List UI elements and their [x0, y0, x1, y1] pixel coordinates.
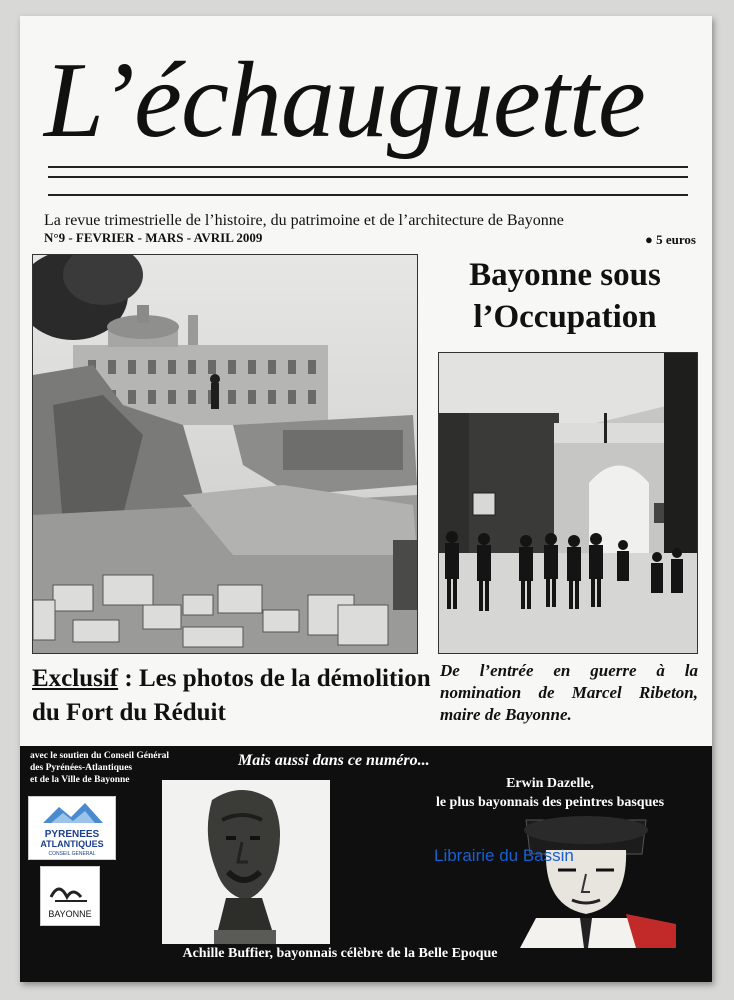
masthead-rule-bottom	[48, 194, 688, 196]
pa-logo-line3: CONSEIL GENERAL	[48, 851, 96, 857]
erwin-line-2: le plus bayonnais des peintres basques	[435, 795, 665, 810]
masthead-rule-middle	[48, 176, 688, 178]
exclusive-text: : Les photos de la démolition du Fort du Réduit	[32, 665, 431, 726]
price-badge: ● 5 euros	[645, 232, 696, 247]
achille-buffier-caption: Achille Buffier, bayonnais célèbre de la Belle Epoque	[182, 946, 498, 961]
erwin-line-1: Erwin Dazelle,	[506, 776, 594, 791]
fort-demolition-photo	[32, 254, 418, 654]
support-line-2: des Pyrénées-Atlantiques	[30, 763, 133, 773]
librairie-watermark: Librairie du Bassin	[434, 846, 574, 865]
feature-headline	[430, 254, 700, 338]
pyrenees-atlantiques-logo	[28, 796, 116, 860]
magazine-title: L’échauguette	[44, 41, 645, 160]
achille-buffier-bust-photo	[162, 780, 330, 944]
feature-headline-line1: Bayonne sous	[469, 257, 661, 293]
support-line-1: avec le soutien du Conseil Général	[30, 751, 170, 761]
support-line-3: et de la Ville de Bayonne	[30, 775, 130, 785]
issue-info: N°9 - FEVRIER - MARS - AVRIL 2009	[44, 230, 263, 245]
erwin-dazelle-caption	[400, 774, 700, 812]
feature-headline-line2: l’Occupation	[473, 299, 657, 335]
bayonne-logo	[40, 866, 100, 926]
exclusive-label: Exclusif	[32, 665, 119, 692]
bayonne-logo-text: BAYONNE	[48, 909, 92, 919]
magazine-cover	[20, 16, 712, 982]
magazine-subtitle: La revue trimestrielle de l’histoire, du patrimoine et de l’architecture de Bayonne	[44, 212, 564, 229]
masthead-rule-top	[48, 166, 688, 168]
feature-caption: De l’entrée en guerre à la nomination de Marcel Ribeton, maire de Bayonne.	[440, 661, 698, 724]
erwin-dazelle-painting	[496, 814, 676, 948]
support-text	[30, 750, 180, 786]
exclusive-headline	[32, 662, 432, 730]
also-in-issue: Mais aussi dans ce numéro...	[238, 752, 430, 769]
pa-logo-line2: ATLANTIQUES	[40, 839, 104, 849]
occupation-photo	[438, 352, 698, 654]
pa-logo-line1: PYRENEES	[44, 829, 100, 840]
